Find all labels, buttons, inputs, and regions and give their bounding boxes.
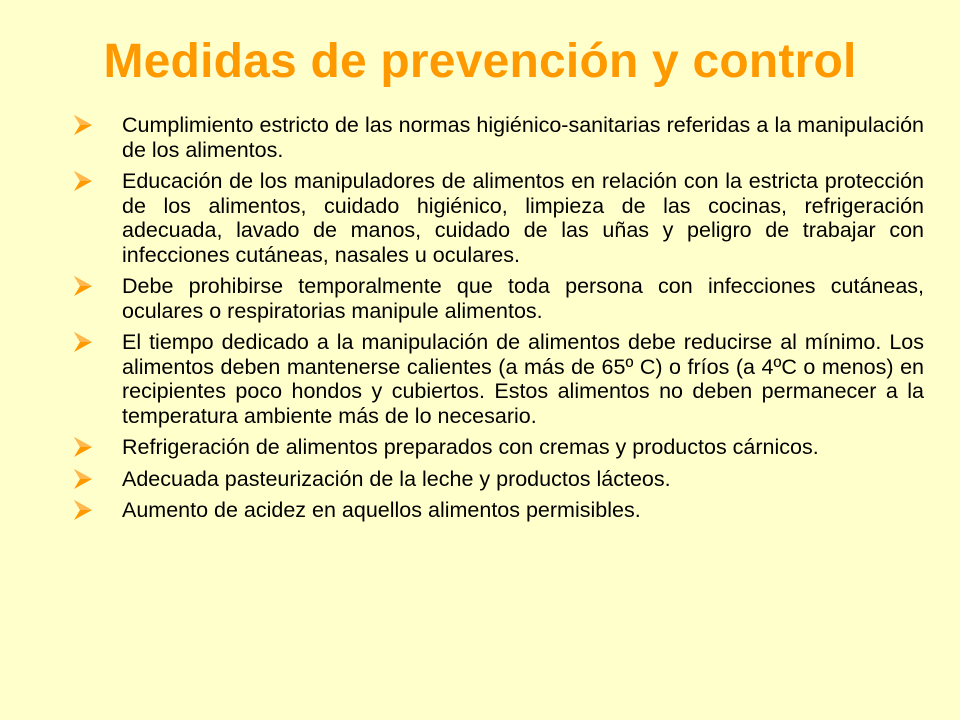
bullet-item xyxy=(72,274,924,323)
arrowhead-bullet-icon xyxy=(72,435,94,459)
bullet-item xyxy=(72,467,924,492)
arrowhead-bullet-icon xyxy=(72,330,94,354)
bullet-text: El tiempo dedicado a la manipulación de alimentos debe reducirse al mínimo. Los alimentos deben mantenerse calientes (a más de 65º C) o fríos (a 4ºC o menos) en recipientes poco hondos y cubiertos. Estos alimentos no deben permanecer a la temperatura ambiente más de lo necesario. xyxy=(122,330,924,428)
bullet-text: Adecuada pasteurización de la leche y productos lácteos. xyxy=(122,466,671,491)
bullet-list xyxy=(72,113,924,530)
bullet-item xyxy=(72,169,924,267)
bullet-item xyxy=(72,435,924,460)
bullet-item xyxy=(72,498,924,523)
arrowhead-bullet-icon xyxy=(72,274,94,298)
bullet-text: Aumento de acidez en aquellos alimentos permisibles. xyxy=(122,498,641,522)
arrowhead-bullet-icon xyxy=(72,169,94,193)
arrowhead-bullet-icon xyxy=(72,113,94,137)
slide-title: Medidas de prevención y control xyxy=(103,35,857,88)
bullet-text: Educación de los manipuladores de alimentos en relación con la estricta protección de los alimentos, cuidado higiénico, limpieza de las cocinas, refrigeración adecuada, lavado de manos, cuidado de las uñas y peligro de trabajar con infecciones cutáneas, nasales u oculares. xyxy=(122,169,924,267)
bullet-item xyxy=(72,113,924,162)
bullet-item xyxy=(72,330,924,428)
bullet-text: Cumplimiento estricto de las normas higiénico-sanitarias referidas a la manipulación de los alimentos. xyxy=(122,113,924,162)
arrowhead-bullet-icon xyxy=(72,498,94,522)
arrowhead-bullet-icon xyxy=(72,467,94,491)
bullet-text: Refrigeración de alimentos preparados con cremas y productos cárnicos. xyxy=(122,435,819,459)
bullet-text: Debe prohibirse temporalmente que toda persona con infecciones cutáneas, oculares o respiratorias manipule alimentos. xyxy=(122,274,924,323)
